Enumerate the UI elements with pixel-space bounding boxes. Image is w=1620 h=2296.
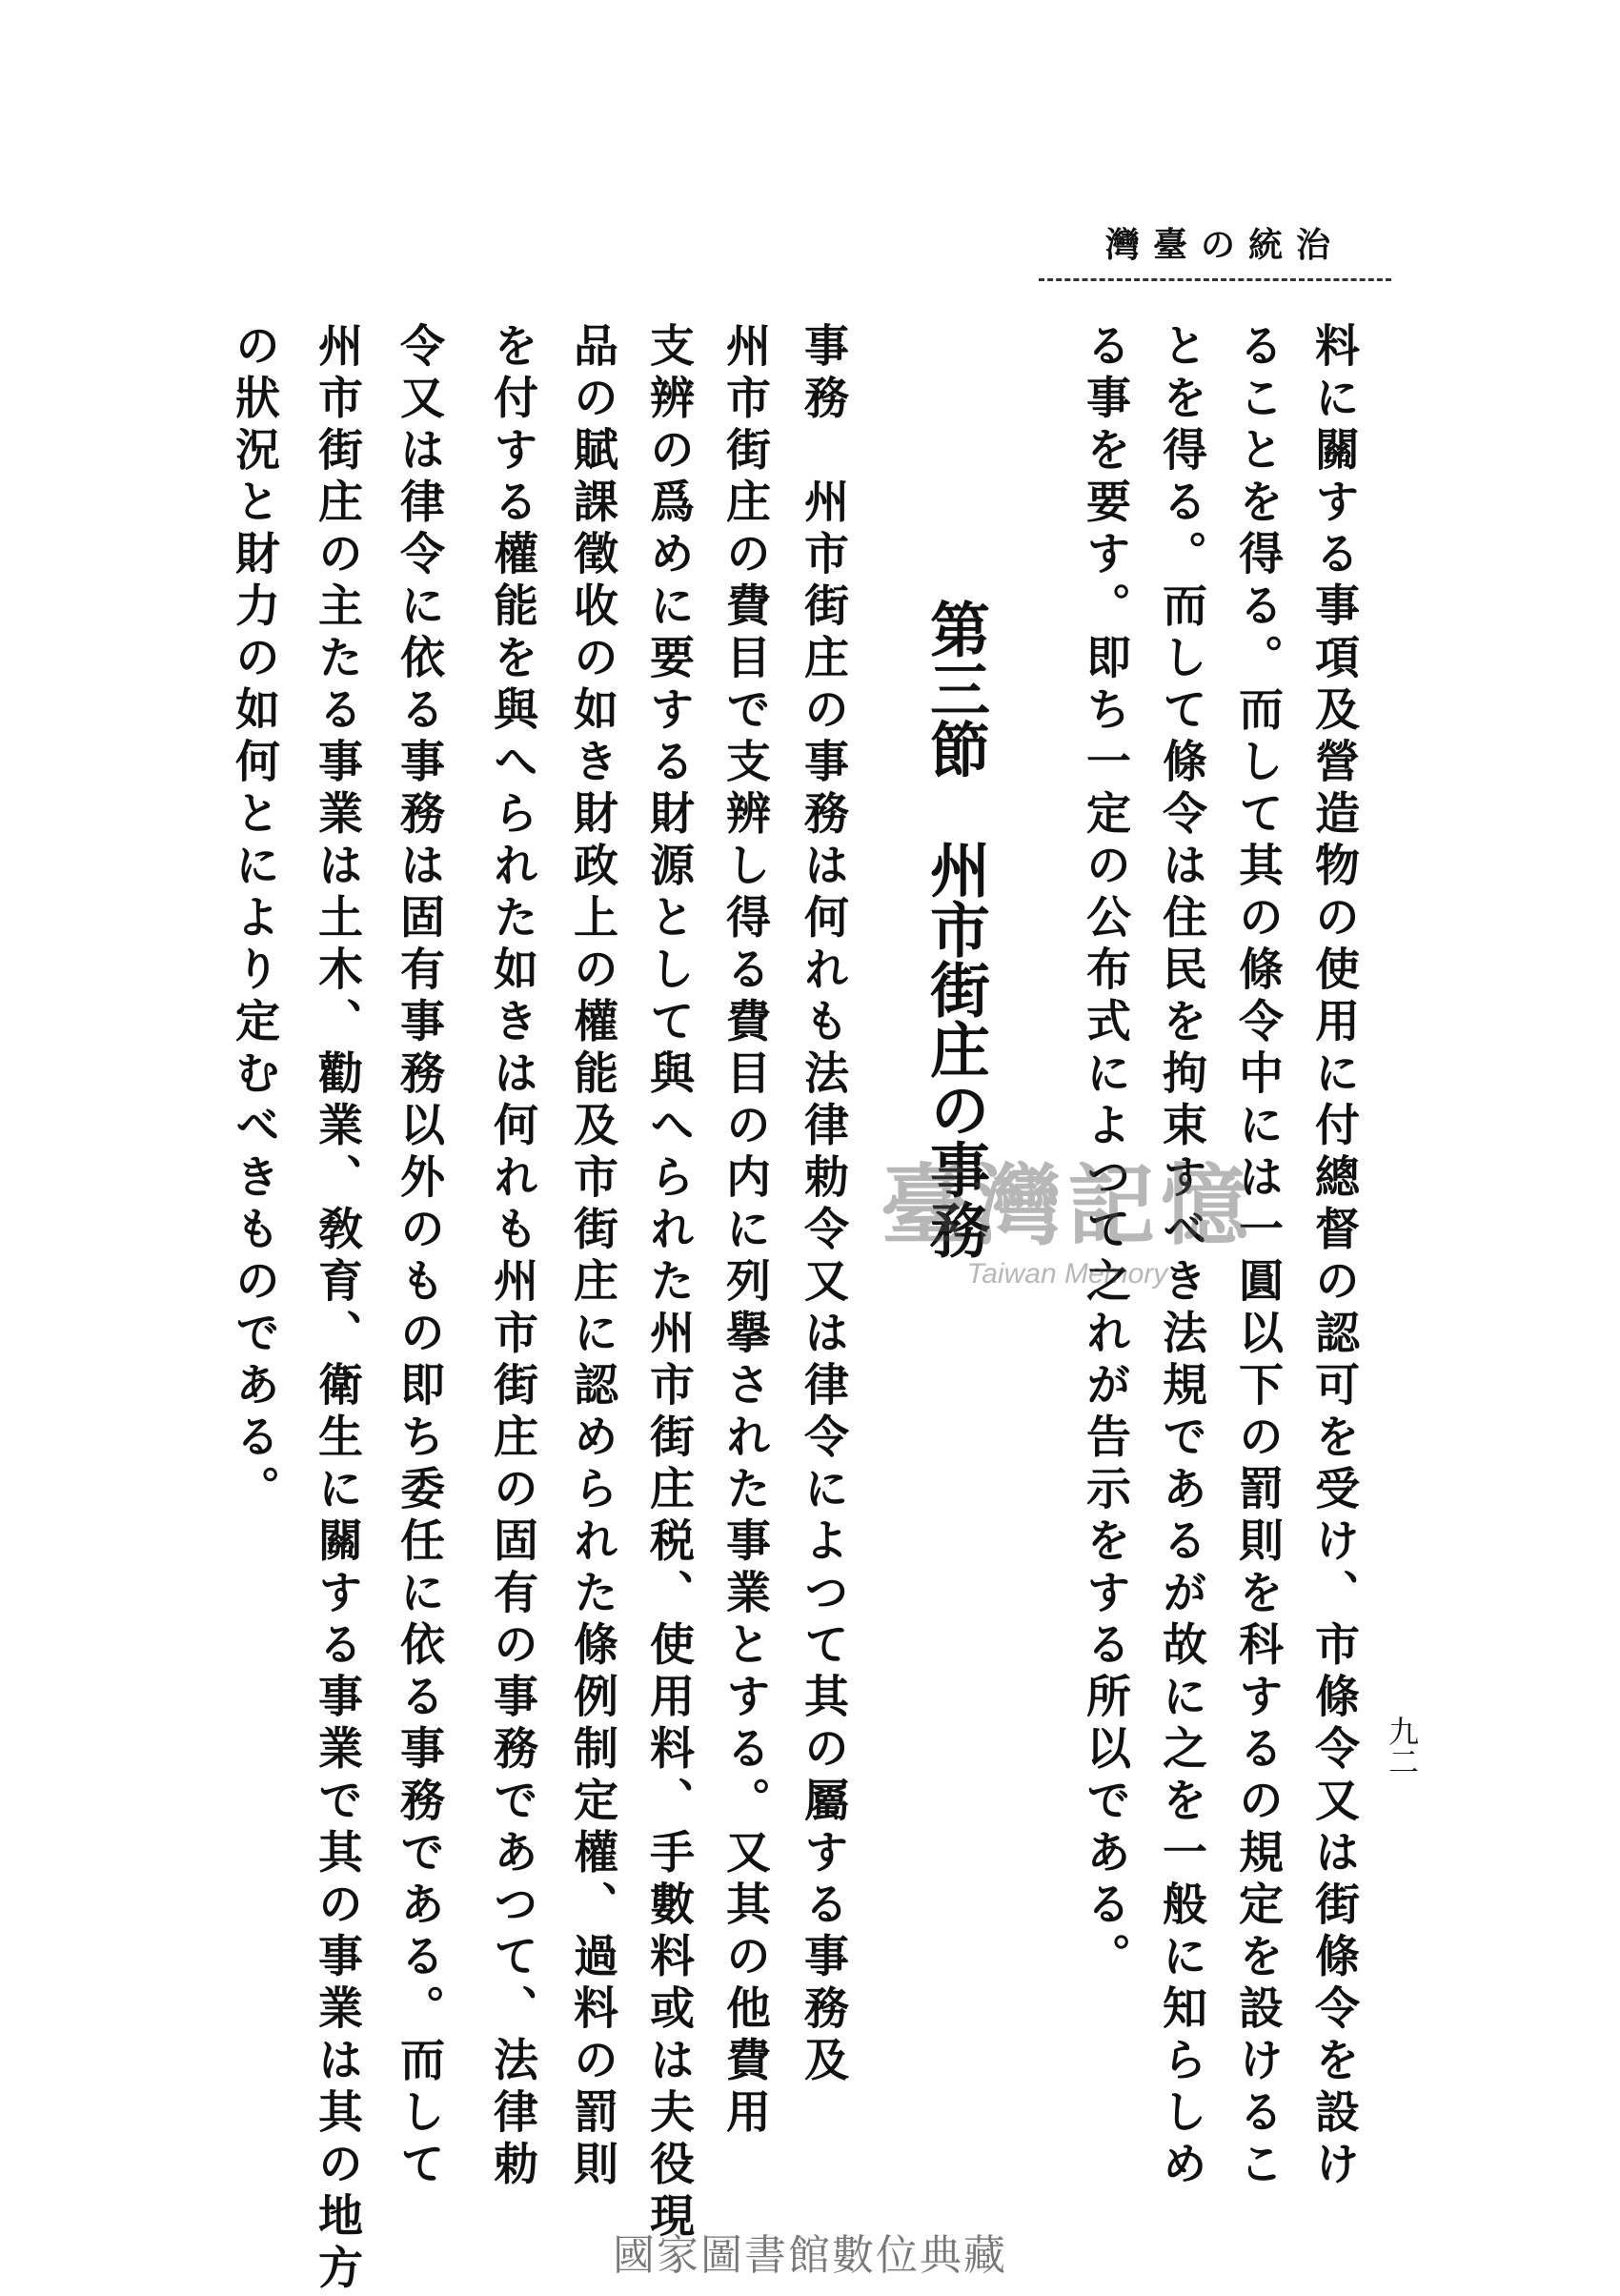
text-column-12: の狀況と財力の如何とにより定むべきものである。 — [228, 322, 280, 1517]
text-column-4: る事を要す。即ち一定の公布式によつて之れが告示をする所以である。 — [1079, 322, 1131, 1984]
watermark-subtitle: Taiwan Memory — [966, 1258, 1168, 1290]
watermark — [839, 1153, 1296, 1296]
page-number: 九二 — [1384, 1716, 1420, 1777]
text-column-2: ることを得る。而して其の條令中には一圓以下の罰則を科するの規定を設けるこ — [1231, 322, 1284, 2192]
text-column-6: 州市街庄の費目で支辨し得る費目の内に列擧された事業とする。又其の他費用 — [719, 322, 771, 2141]
text-column-3: とを得る。而して條令は住民を拘束すべき法規であるが故に之を一般に知らしめ — [1155, 322, 1207, 2192]
text-column-7: 支辨の爲めに要する財源として與へられた州市街庄税、使用料、手數料或は夫役現 — [642, 322, 695, 2245]
text-column-1: 料に關する事項及營造物の使用に付總督の認可を受け、市條令又は街條令を設け — [1307, 322, 1360, 2192]
footer-caption: 國家圖書館數位典藏 — [613, 2231, 1007, 2280]
text-column-10: 令又は律令に依る事務は固有事務以外のもの即ち委任に依る事務である。而して — [393, 322, 445, 2192]
running-head: 灣臺の統治 — [1104, 225, 1344, 265]
text-column-8: 品の賦課徵收の如き財政上の權能及市街庄に認められた條例制定權、過料の罰則 — [566, 322, 618, 2192]
text-column-5: 事務 州市街庄の事務は何れも法律勅令又は律令によつて其の屬する事務及 — [797, 322, 849, 2088]
text-column-11: 州市街庄の主たる事業は土木、勸業、敎育、衛生に關する事業で其の事業は其の地方 — [311, 322, 363, 2296]
watermark-title: 臺灣記憶 — [880, 1154, 1254, 1257]
text-column-9: を付する權能を與へられた如きは何れも州市街庄の固有の事務であつて、法律勅 — [486, 322, 538, 2192]
header-rule — [1039, 278, 1391, 281]
section-heading: 第三節 州市街庄の事務 — [921, 599, 991, 1259]
